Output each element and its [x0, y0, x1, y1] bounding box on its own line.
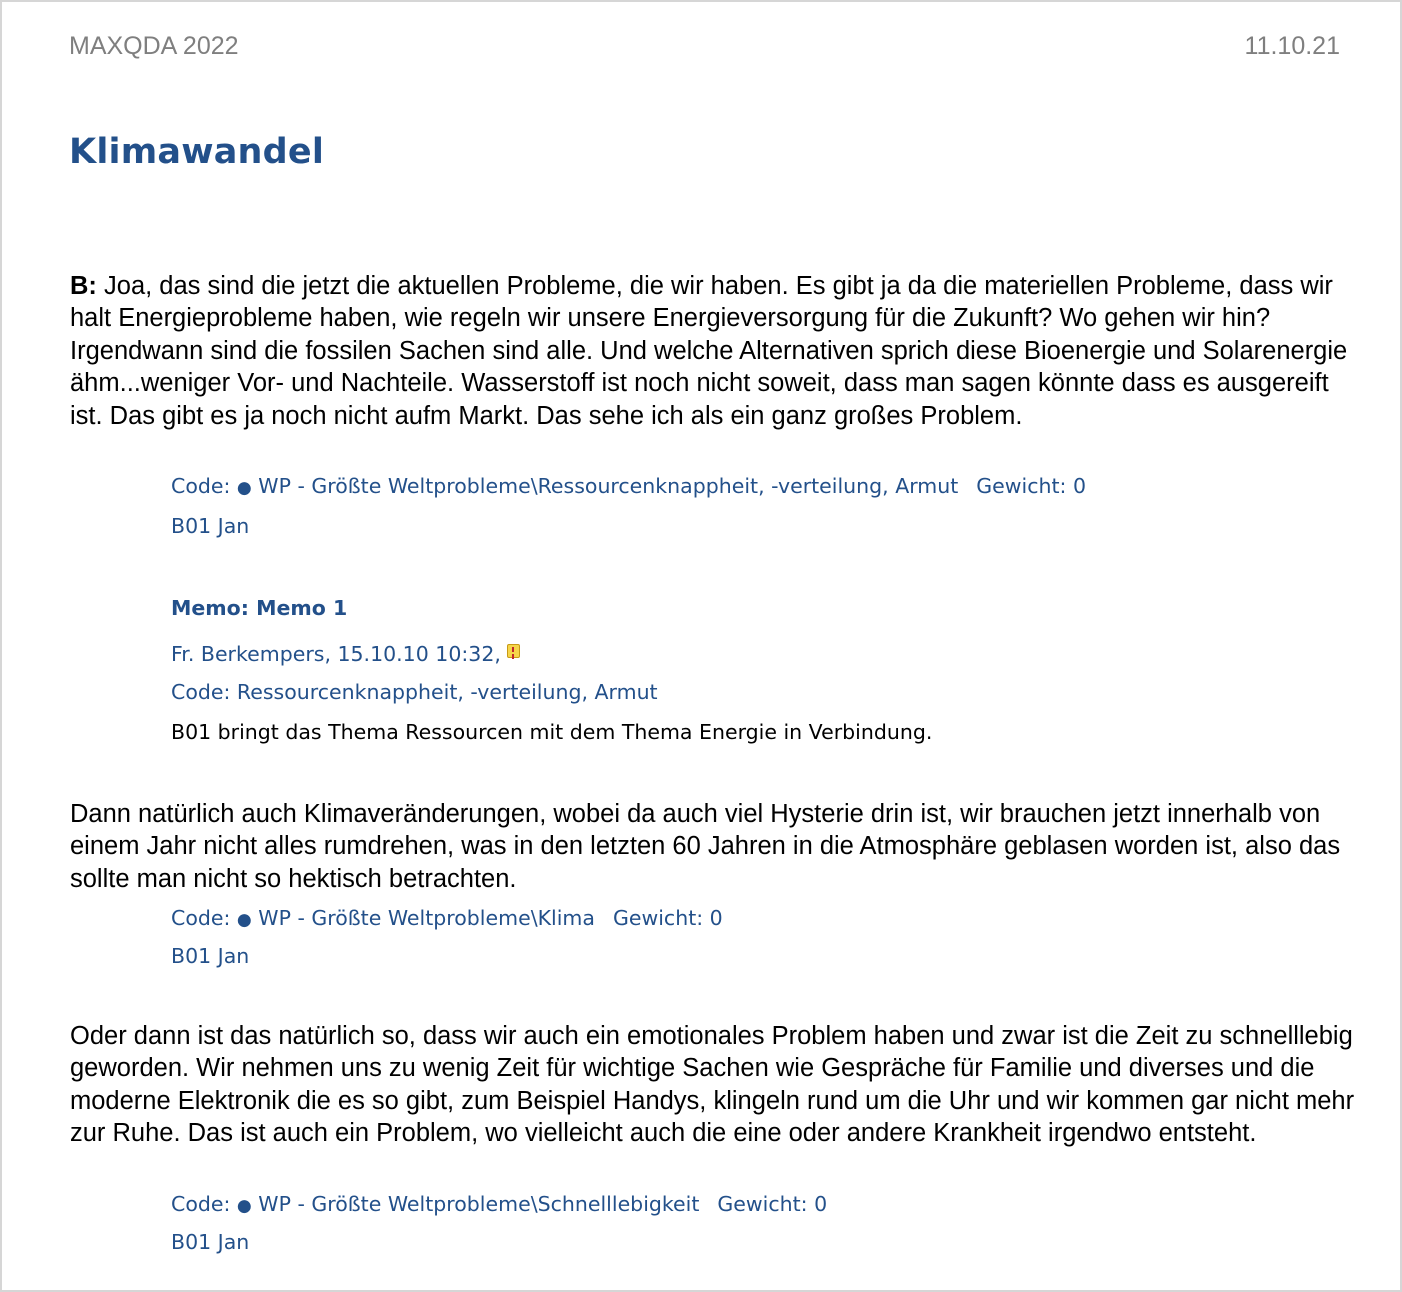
code-path: WP - Größte Weltprobleme\Ressourcenknappheit, -verteilung, Armut — [258, 474, 959, 498]
speaker-label: B: — [70, 272, 97, 300]
code-weight: Gewicht: 0 — [612, 906, 723, 930]
memo-warning-icon — [507, 644, 520, 658]
code-path: WP - Größte Weltprobleme\Klima — [258, 906, 595, 930]
segment-text-1 — [70, 270, 1360, 432]
document-title: Klimawandel — [69, 132, 325, 172]
segment-document-2: B01 Jan — [171, 944, 250, 968]
segment-code-line-1 — [171, 474, 1086, 498]
memo-author-date-text: Fr. Berkempers, 15.10.10 10:32, — [171, 642, 501, 666]
segment-text-body: Joa, das sind die jetzt die aktuellen Probleme, die wir haben. Es gibt ja da die materiellen Probleme, dass wir halt Energieprobleme haben, wie regeln wir unsere Energieversorgung für die Zukunft? Wo gehen wir hin? Irgendwann sind die fossilen Sachen sind alle. Und welche Alternativen sprich diese Bioenergie und Solarenergie ähm...weniger Vor- und Nachteile. Wasserstoff ist noch nicht soweit, dass man sagen könnte dass es ausgereift ist. Das gibt es ja noch nicht aufm Markt. Das sehe ich als ein ganz großes Problem. — [70, 272, 1348, 430]
segment-document-3: B01 Jan — [171, 1230, 250, 1254]
memo-author-date — [171, 642, 520, 666]
memo-body: B01 bringt das Thema Ressourcen mit dem Thema Energie in Verbindung. — [171, 720, 933, 744]
code-weight: Gewicht: 0 — [717, 1192, 828, 1216]
code-label: Code: — [171, 1192, 231, 1216]
header-app-name: MAXQDA 2022 — [69, 32, 239, 60]
segment-code-line-3 — [171, 1192, 827, 1216]
segment-code-line-2 — [171, 906, 723, 930]
segment-document-1: B01 Jan — [171, 514, 250, 538]
code-label: Code: — [171, 474, 231, 498]
code-path: WP - Größte Weltprobleme\Schnelllebigkeit — [258, 1192, 700, 1216]
code-color-dot-icon: ● — [236, 910, 252, 930]
memo-code: Code: Ressourcenknappheit, -verteilung, Armut — [171, 680, 658, 704]
segment-text-2: Dann natürlich auch Klimaveränderungen, wobei da auch viel Hysterie drin ist, wir brauchen jetzt innerhalb von einem Jahr nicht alles rumdrehen, was in den letzten 60 Jahren in die Atmosphäre geblasen worden ist, also das sollte man nicht so hektisch betrachten. — [70, 800, 1341, 893]
segment-text-3: Oder dann ist das natürlich so, dass wir auch ein emotionales Problem haben und zwar ist die Zeit zu schnelllebig geworden. Wir nehmen uns zu wenig Zeit für wichtige Sachen wie Gespräche für Familie und diverses und die moderne Elektronik die es so gibt, zum Beispiel Handys, klingeln rund um die Uhr und wir kommen gar nicht mehr zur Ruhe. Das ist auch ein Problem, wo vielleicht auch die eine oder andere Krankheit irgendwo entsteht. — [70, 1022, 1355, 1148]
code-label: Code: — [171, 906, 231, 930]
header-date: 11.10.21 — [1244, 32, 1340, 60]
code-color-dot-icon: ● — [236, 478, 252, 498]
code-weight: Gewicht: 0 — [976, 474, 1087, 498]
code-color-dot-icon: ● — [236, 1196, 252, 1216]
memo-title: Memo: Memo 1 — [171, 596, 348, 620]
